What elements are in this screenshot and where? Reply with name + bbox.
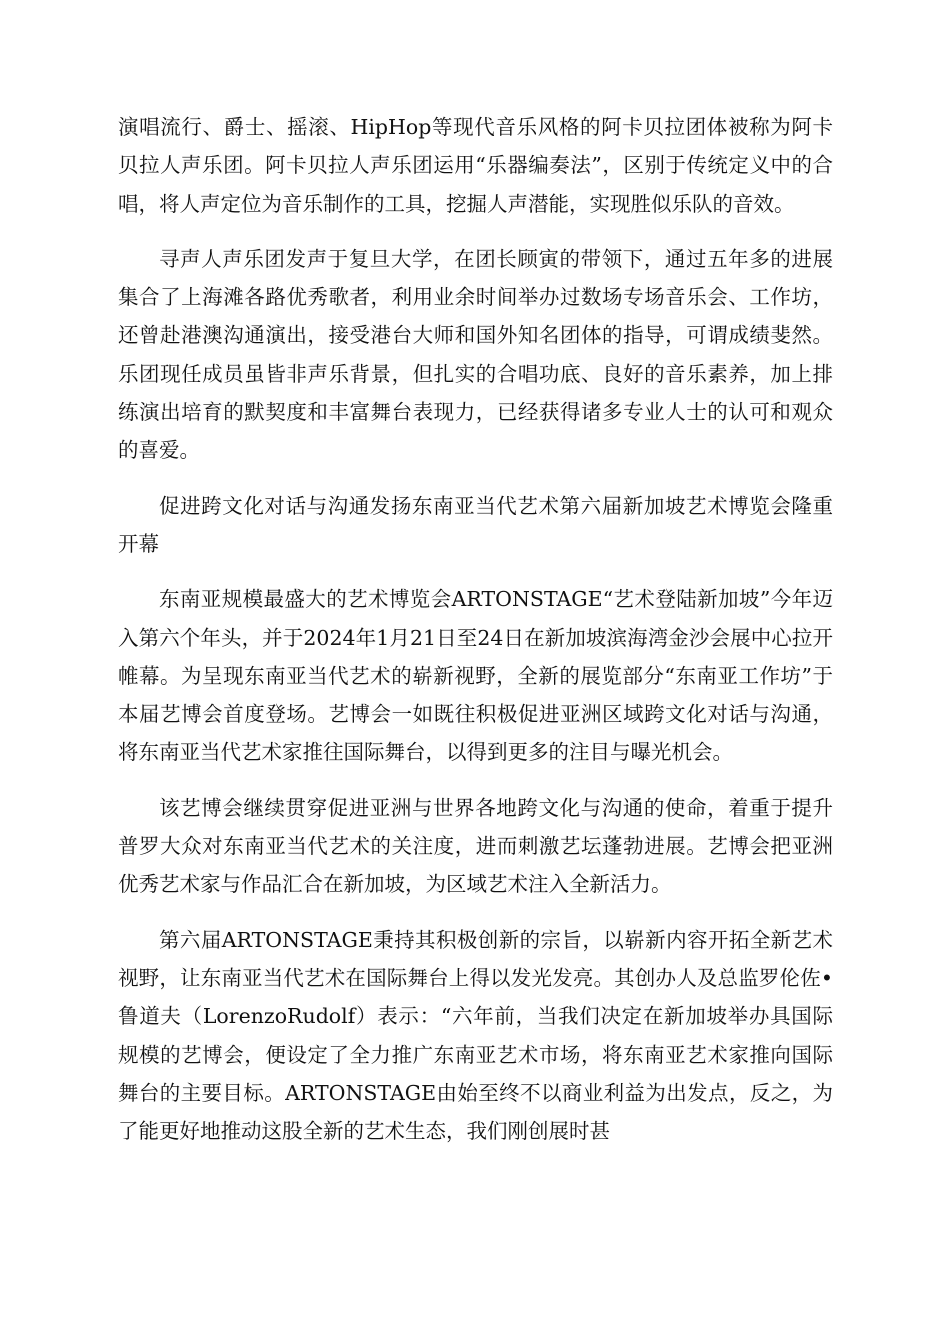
paragraph-xunsheng-choir: 寻声人声乐团发声于复旦大学，在团长顾寅的带领下，通过五年多的进展集合了上海滩各路优秀歌者，利用业余时间举办过数场专场音乐会、工作坊，还曾赴港澳沟通演出，接受港台大师和国外知名团体的指导，可谓成绩斐然。乐团现任成员虽皆非声乐背景，但扎实的合唱功底、良好的音乐素养，加上排练演出培育的默契度和丰富舞台表现力，已经获得诸多专业人士的认可和观众的喜爱。 xyxy=(118,246,833,463)
paragraph-art-fair-mission: 该艺博会继续贯穿促进亚洲与世界各地跨文化与沟通的使命，着重于提升普罗大众对东南亚当代艺术的关注度，进而刺激艺坛蓬勃进展。艺博会把亚洲优秀艺术家与作品汇合在新加坡，为区域艺术注入全新活力。 xyxy=(118,795,833,897)
paragraph-art-fair-founder-quote: 第六届ARTONSTAGE秉持其积极创新的宗旨，以崭新内容开拓全新艺术视野，让东南亚当代艺术在国际舞台上得以发光发亮。其创办人及总监罗伦佐•鲁道夫（LorenzoRudolf）表示：“六年前，当我们决定在新加坡举办具国际规模的艺博会，便设定了全力推广东南亚艺术市场，将东南亚艺术家推向国际舞台的主要目标。ARTONSTAGE由始至终不以商业利益为出发点，反之，为了能更好地推动这股全新的艺术生态，我们刚创展时甚 xyxy=(118,927,833,1144)
document-body xyxy=(118,108,833,1167)
paragraph-art-fair-opening: 东南亚规模最盛大的艺术博览会ARTONSTAGE“艺术登陆新加坡”今年迈入第六个年头，并于2024年1月21日至24日在新加坡滨海湾金沙会展中心拉开帷幕。为呈现东南亚当代艺术的崭新视野，全新的展览部分“东南亚工作坊”于本届艺博会首度登场。艺博会一如既往积极促进亚洲区域跨文化对话与沟通，将东南亚当代艺术家推往国际舞台，以得到更多的注目与曝光机会。 xyxy=(118,587,833,765)
paragraph-acappella-definition: 演唱流行、爵士、摇滚、HipHop等现代音乐风格的阿卡贝拉团体被称为阿卡贝拉人声乐团。阿卡贝拉人声乐团运用“乐器编奏法”，区别于传统定义中的合唱，将人声定位为音乐制作的工具，挖掘人声潜能，实现胜似乐队的音效。 xyxy=(118,115,833,216)
paragraph-art-fair-headline: 促进跨文化对话与沟通发扬东南亚当代艺术第六届新加坡艺术博览会隆重开幕 xyxy=(118,493,833,556)
